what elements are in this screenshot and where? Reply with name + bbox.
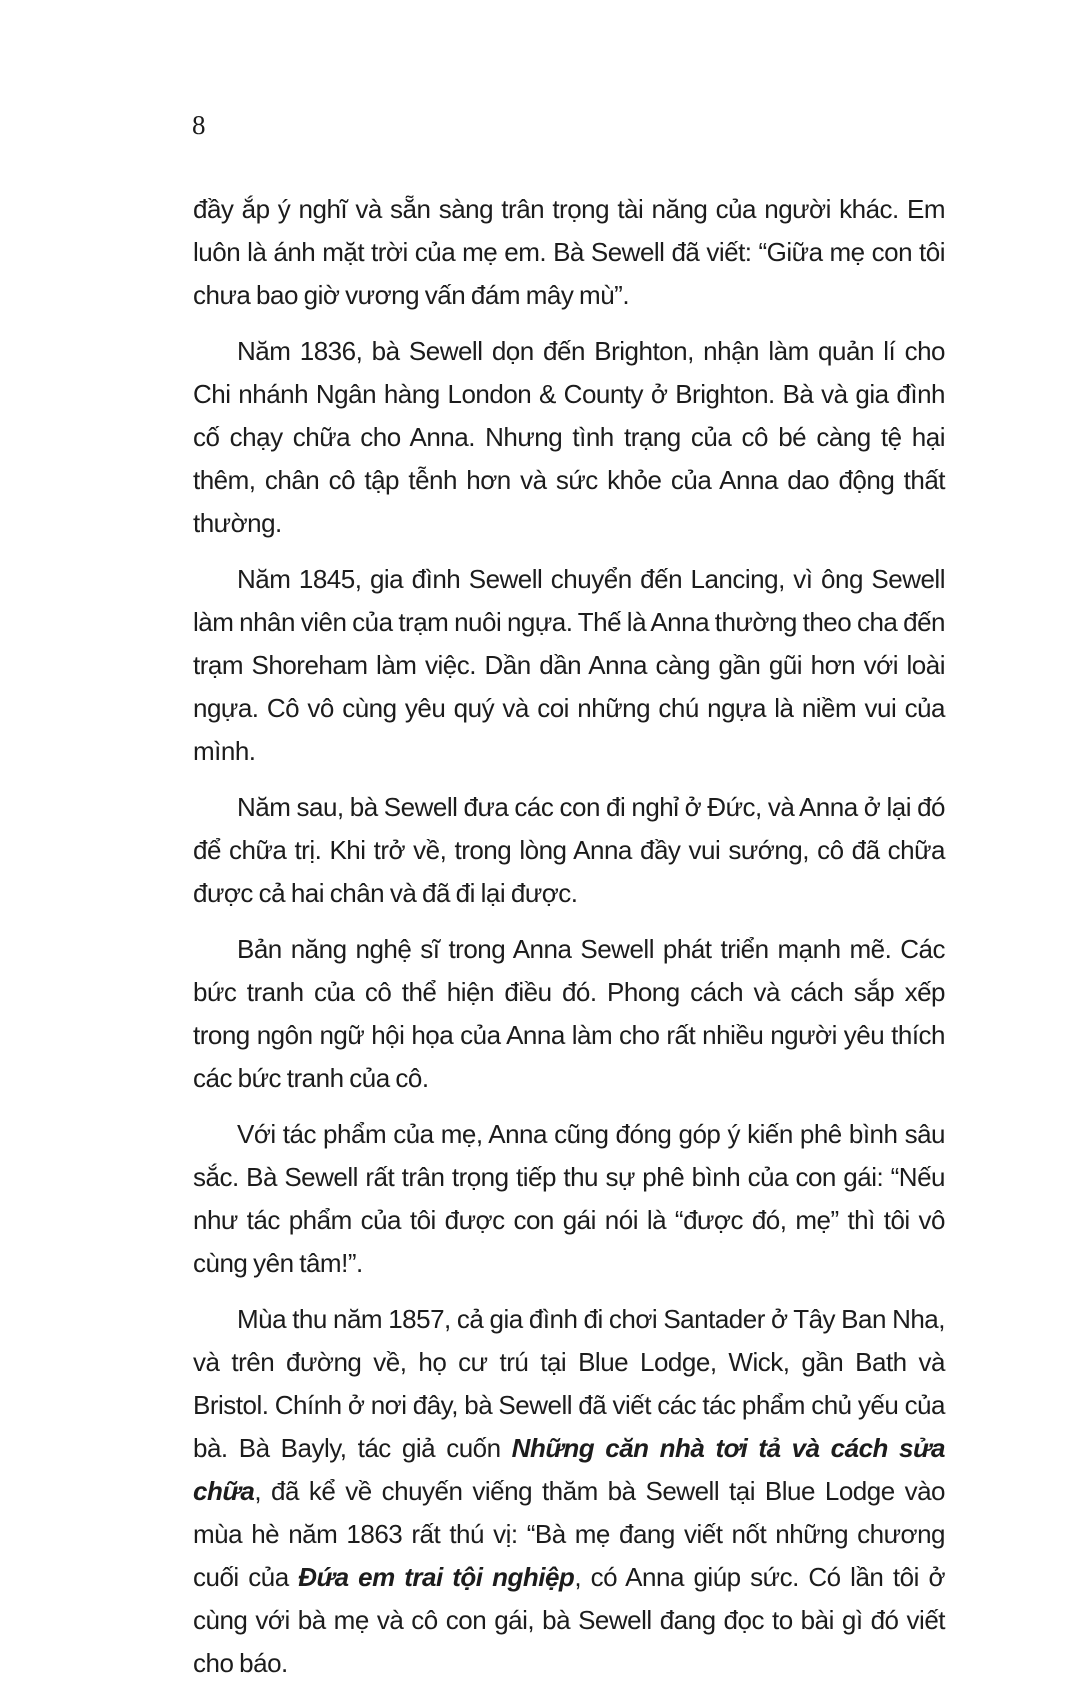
paragraph: Năm 1845, gia đình Sewell chuyển đến Lancing, vì ông Sewell làm nhân viên của trạm nuôi ngựa. Thế là Anna thường theo cha đến trạm Shoreham làm việc. Dần dần Anna càng gần gũi hơn với loài ngựa. Cô vô cùng yêu quý và coi những chú ngựa là niềm vui của mình. <box>193 564 945 766</box>
paragraph: Bản năng nghệ sĩ trong Anna Sewell phát triển mạnh mẽ. Các bức tranh của cô thể hiện điều đó. Phong cách và cách sắp xếp trong ngôn ngữ hội họa của Anna làm cho rất nhiều người yêu thích các bức tranh của cô. <box>193 934 945 1093</box>
body-text <box>193 188 945 1698</box>
book-title: Những căn nhà tơi tả và cách sửa chữa <box>193 1433 945 1506</box>
page-number: 8 <box>192 110 206 140</box>
paragraph-text: Mùa thu năm 1857, cả gia đình đi chơi Santader ở Tây Ban Nha, và trên đường về, họ cư trú tại Blue Lodge, Wick, gần Bath và Bristol. Chính ở nơi đây, bà Sewell đã viết các tác phẩm chủ yếu của bà. Bà Bayly, tác giả cuốn <box>193 1304 945 1463</box>
book-title: Đứa em trai tội nghiệp <box>298 1562 575 1592</box>
paragraph-text: , có Anna giúp sức. Có lần tôi ở cùng với bà mẹ và cô con gái, bà Sewell đang đọc to bài gì đó viết cho báo. <box>193 1562 945 1678</box>
paragraph: đầy ắp ý nghĩ và sẵn sàng trân trọng tài năng của người khác. Em luôn là ánh mặt trời của mẹ em. Bà Sewell đã viết: “Giữa mẹ con tôi chưa bao giờ vương vấn đám mây mù”. <box>193 194 945 310</box>
paragraph <box>193 1298 945 1685</box>
paragraph-text: , đã kể về chuyến viếng thăm bà Sewell tại Blue Lodge vào mùa hè năm 1863 rất thú vị: “Bà mẹ đang viết nốt những chương cuối của <box>193 1476 945 1592</box>
paragraph: Năm 1836, bà Sewell dọn đến Brighton, nhận làm quản lí cho Chi nhánh Ngân hàng London & County ở Brighton. Bà và gia đình cố chạy chữa cho Anna. Nhưng tình trạng của cô bé càng tệ hại thêm, chân cô tập tễnh hơn và sức khỏe của Anna dao động thất thường. <box>193 336 945 538</box>
paragraph: Năm sau, bà Sewell đưa các con đi nghỉ ở Đức, và Anna ở lại đó để chữa trị. Khi trở về, trong lòng Anna đầy vui sướng, cô đã chữa được cả hai chân và đã đi lại được. <box>193 792 945 908</box>
paragraph: Với tác phẩm của mẹ, Anna cũng đóng góp ý kiến phê bình sâu sắc. Bà Sewell rất trân trọng tiếp thu sự phê bình của con gái: “Nếu như tác phẩm của tôi được con gái nói là “được đó, mẹ” thì tôi vô cùng yên tâm!”. <box>193 1119 945 1278</box>
